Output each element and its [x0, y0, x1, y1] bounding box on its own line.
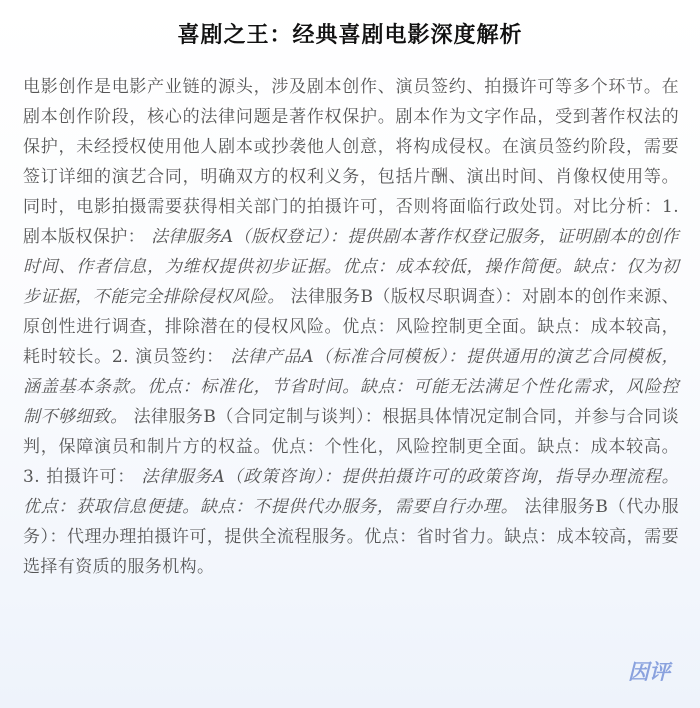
text-run: 法律服务B（代办服务）：代理办理拍摄许可，提供全流程服务。优点：省时省力。缺点：成本较高，需要选择有资质的服务机构。 [23, 497, 679, 577]
text-run-italic: 法律产品A（标准合同模板）：提供通用的演艺合同模板，涵盖基本条款。优点：标准化，节省时间。缺点：可能无法满足个性化需求，风险控制不够细致。 [23, 347, 679, 427]
text-run-italic: 法律服务A（政策咨询）：提供拍摄许可的政策咨询，指导办理流程。优点：获取信息便捷。缺点：不提供代办服务，需要自行办理。 [23, 467, 679, 517]
brand-logo [628, 658, 678, 684]
article-body [23, 72, 679, 582]
text-run-italic: 法律服务A（版权登记）：提供剧本著作权登记服务，证明剧本的创作时间、作者信息，为维权提供初步证据。优点：成本较低，操作简便。缺点：仅为初步证据，不能完全排除侵权风险。 [23, 227, 679, 307]
text-run: 电影创作是电影产业链的源头，涉及剧本创作、演员签约、拍摄许可等多个环节。在剧本创作阶段，核心的法律问题是著作权保护。剧本作为文字作品，受到著作权法的保护，未经授权使用他人剧本或抄袭他人创意，将构成侵权。在演员签约阶段，需要签订详细的演艺合同，明确双方的权利义务，包括片酬、演出时间、肖像权使用等。同时，电影拍摄需要获得相关部门的拍摄许可，否则将面临行政处罚。对比分析：1. 剧本版权保护： [23, 77, 679, 247]
text-run: 法律服务B（版权尽职调查）：对剧本的创作来源、原创性进行调查，排除潜在的侵权风险。优点：风险控制更全面。缺点：成本较高，耗时较长。2. 演员签约： [23, 287, 680, 367]
logo-text: 因评 [628, 660, 670, 684]
text-run: 法律服务B（合同定制与谈判）：根据具体情况定制合同，并参与合同谈判，保障演员和制片方的权益。优点：个性化，风险控制更全面。缺点：成本较高。3. 拍摄许可： [23, 407, 679, 487]
page-title: 喜剧之王：经典喜剧电影深度解析 [177, 23, 523, 48]
